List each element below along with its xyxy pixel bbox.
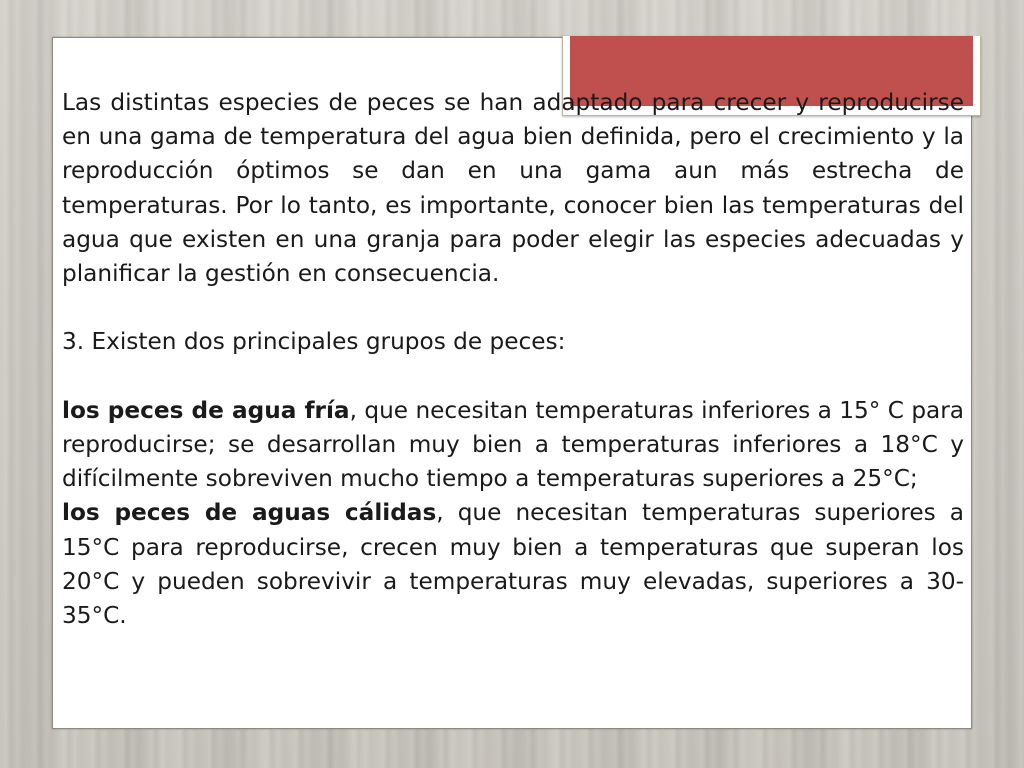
warm-water-description: , que necesitan temperaturas superiores a 15°C para reproducirse, crecen muy bien a temperaturas que superan los 20°C y pueden sobrevivir a temperaturas muy elevadas, superiores a 30-35°C.: [62, 499, 964, 630]
warm-water-term: los peces de aguas cálidas: [62, 499, 437, 527]
cold-water-description: , que necesitan temperaturas inferiores a 15° C para reproducirse; se desarrollan muy bien a temperaturas inferiores a 18°C y difícilmente sobreviven mucho tiempo a temperaturas superiores a 25°C;: [62, 396, 964, 493]
cold-water-paragraph: [62, 394, 964, 497]
cold-water-term: los peces de agua fría: [62, 396, 350, 424]
groups-heading: 3. Existen dos principales grupos de peces:: [62, 328, 566, 356]
intro-paragraph: Las distintas especies de peces se han adaptado para crecer y reproducirse en una gama de temperatura del agua bien definida, pero el crecimiento y la reproducción óptimos se dan en una gama aun más estrecha de temperaturas. Por lo tanto, es importante, conocer bien las temperaturas del agua que existen en una granja para poder elegir las especies adecuadas y planificar la gestión en consecuencia.: [62, 89, 964, 288]
slide-body-text: [62, 86, 964, 633]
warm-water-paragraph: [62, 496, 964, 633]
